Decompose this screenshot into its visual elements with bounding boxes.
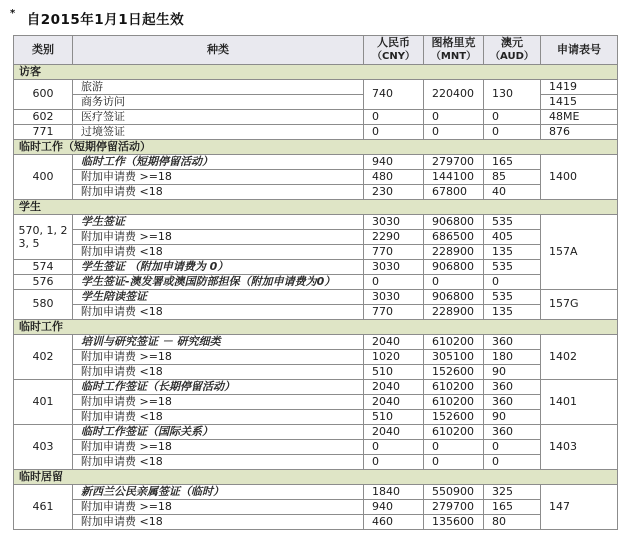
- cny-value-cell: 2040: [364, 425, 424, 440]
- mnt-value-cell: 0: [424, 440, 484, 455]
- table-row: [14, 440, 618, 455]
- table-row: [14, 125, 618, 140]
- table-row: [14, 425, 618, 440]
- visa-type-cell: 旅游: [73, 80, 364, 95]
- cny-value-cell: 0: [364, 110, 424, 125]
- section-header: 临时工作（短期停留活动）: [14, 140, 618, 155]
- mnt-value-cell: 0: [424, 125, 484, 140]
- cny-value-cell: 480: [364, 170, 424, 185]
- category-code-cell: 576: [14, 275, 73, 290]
- table-row: [14, 335, 618, 350]
- aud-value-cell: 360: [484, 425, 541, 440]
- cny-value-cell: 3030: [364, 290, 424, 305]
- table-row: [14, 80, 618, 95]
- section-row-students: [14, 200, 618, 215]
- mnt-value-cell: 610200: [424, 335, 484, 350]
- cny-value-cell: 3030: [364, 260, 424, 275]
- table-row: [14, 230, 618, 245]
- aud-value-cell: 85: [484, 170, 541, 185]
- visa-type-cell: 临时工作（短期停留活动）: [73, 155, 364, 170]
- cny-value-cell: 2040: [364, 335, 424, 350]
- cny-value-cell: 1020: [364, 350, 424, 365]
- mnt-value-cell: 550900: [424, 485, 484, 500]
- page-title: [0, 0, 640, 35]
- visa-type-cell: 培训与研究签证 － 研究细类: [73, 335, 364, 350]
- fee-type-cell: 附加申请费 <18: [73, 245, 364, 260]
- mnt-value-cell: 67800: [424, 185, 484, 200]
- category-code-cell: 403: [14, 425, 73, 470]
- fee-type-cell: 附加申请费 <18: [73, 455, 364, 470]
- table-row: [14, 215, 618, 230]
- aud-value-cell: 0: [484, 455, 541, 470]
- mnt-value-cell: 305100: [424, 350, 484, 365]
- aud-value-cell: 90: [484, 410, 541, 425]
- mnt-value-cell: 0: [424, 275, 484, 290]
- mnt-value-cell: 906800: [424, 215, 484, 230]
- mnt-value-cell: 610200: [424, 425, 484, 440]
- mnt-value-cell: 228900: [424, 305, 484, 320]
- category-code-cell: 580: [14, 290, 73, 320]
- category-code-cell: 574: [14, 260, 73, 275]
- cny-value-cell: 0: [364, 125, 424, 140]
- form-number-cell: 157G: [541, 290, 618, 320]
- category-code-cell: 600: [14, 80, 73, 110]
- mnt-value-cell: 610200: [424, 395, 484, 410]
- table-row: [14, 155, 618, 170]
- form-number-cell: 1419: [541, 80, 618, 95]
- visa-type-cell: 临时工作签证（长期停留活动）: [73, 380, 364, 395]
- aud-value-cell: 360: [484, 335, 541, 350]
- table-row: [14, 110, 618, 125]
- fee-type-cell: 附加申请费 <18: [73, 515, 364, 530]
- section-row-temp-work: [14, 320, 618, 335]
- aud-value-cell: 360: [484, 395, 541, 410]
- visa-type-cell: 学生签证-澳发署或澳国防部担保（附加申请费为0）: [73, 275, 364, 290]
- fee-type-cell: 附加申请费 <18: [73, 185, 364, 200]
- mnt-value-cell: 0: [424, 455, 484, 470]
- cny-value-cell: 2040: [364, 395, 424, 410]
- mnt-value-cell: 228900: [424, 245, 484, 260]
- category-code-cell: 461: [14, 485, 73, 530]
- table-row: [14, 485, 618, 500]
- table-row: [14, 515, 618, 530]
- form-number-cell: 1402: [541, 335, 618, 380]
- mnt-value-cell: 279700: [424, 500, 484, 515]
- cny-value-cell: 510: [364, 410, 424, 425]
- aud-value-cell: 80: [484, 515, 541, 530]
- aud-value-cell: 40: [484, 185, 541, 200]
- form-number-cell: 1400: [541, 155, 618, 200]
- category-code-cell: 402: [14, 335, 73, 380]
- aud-value-cell: 165: [484, 155, 541, 170]
- form-number-cell: 147: [541, 485, 618, 530]
- cny-value-cell: 770: [364, 305, 424, 320]
- cny-value-cell: 0: [364, 275, 424, 290]
- cny-value-cell: 3030: [364, 215, 424, 230]
- visa-fee-table: [13, 35, 618, 530]
- mnt-value-cell: 686500: [424, 230, 484, 245]
- table-row: [14, 245, 618, 260]
- visa-type-cell: 商务访问: [73, 95, 364, 110]
- col-header-cny: 人民币 （CNY）: [364, 36, 424, 65]
- aud-value-cell: 535: [484, 215, 541, 230]
- col-header-category: 类别: [14, 36, 73, 65]
- mnt-value-cell: 152600: [424, 365, 484, 380]
- mnt-value-cell: 610200: [424, 380, 484, 395]
- fee-type-cell: 附加申请费 >=18: [73, 440, 364, 455]
- cny-value-cell: 0: [364, 440, 424, 455]
- fee-type-cell: 附加申请费 >=18: [73, 395, 364, 410]
- section-row-temp-work-short: [14, 140, 618, 155]
- category-code-cell: 400: [14, 155, 73, 200]
- cny-value-cell: 510: [364, 365, 424, 380]
- table-row: [14, 350, 618, 365]
- cny-value-cell: 0: [364, 455, 424, 470]
- table-row: [14, 395, 618, 410]
- visa-type-cell: 医疗签证: [73, 110, 364, 125]
- cny-value-cell: 1840: [364, 485, 424, 500]
- visa-type-cell: 学生签证: [73, 215, 364, 230]
- fee-type-cell: 附加申请费 <18: [73, 365, 364, 380]
- category-code-cell: 570, 1, 2 3, 5: [14, 215, 73, 260]
- visa-type-cell: 学生陪读签证: [73, 290, 364, 305]
- form-number-cell: 1401: [541, 380, 618, 425]
- cny-value-cell: 940: [364, 155, 424, 170]
- fee-type-cell: 附加申请费 >=18: [73, 170, 364, 185]
- aud-value-cell: 0: [484, 110, 541, 125]
- table-header-row: [14, 36, 618, 65]
- cny-value-cell: 2040: [364, 380, 424, 395]
- aud-value-cell: 0: [484, 125, 541, 140]
- fee-type-cell: 附加申请费 <18: [73, 305, 364, 320]
- category-code-cell: 602: [14, 110, 73, 125]
- aud-value-cell: 535: [484, 290, 541, 305]
- form-number-cell: 1415: [541, 95, 618, 110]
- cny-value-cell: 2290: [364, 230, 424, 245]
- table-row: [14, 365, 618, 380]
- col-header-type: 种类: [73, 36, 364, 65]
- section-header: 学生: [14, 200, 618, 215]
- visa-type-cell: 过境签证: [73, 125, 364, 140]
- title-text: 自2015年1月1日起生效: [26, 12, 185, 28]
- aud-value-cell: 165: [484, 500, 541, 515]
- form-number-cell: 1403: [541, 425, 618, 470]
- table-row: [14, 260, 618, 275]
- mnt-value-cell: 906800: [424, 260, 484, 275]
- mnt-value-cell: 906800: [424, 290, 484, 305]
- table-row: [14, 290, 618, 305]
- aud-value-cell: 360: [484, 380, 541, 395]
- table-row: [14, 185, 618, 200]
- cny-value-cell: 230: [364, 185, 424, 200]
- section-row-temp-residence: [14, 470, 618, 485]
- aud-value-cell: 135: [484, 305, 541, 320]
- category-code-cell: 771: [14, 125, 73, 140]
- mnt-value-cell: 135600: [424, 515, 484, 530]
- aud-value-cell: 180: [484, 350, 541, 365]
- aud-value-cell: 0: [484, 440, 541, 455]
- fee-type-cell: 附加申请费 <18: [73, 410, 364, 425]
- aud-value-cell: 90: [484, 365, 541, 380]
- table-row: [14, 380, 618, 395]
- fee-type-cell: 附加申请费 >=18: [73, 230, 364, 245]
- mnt-value-cell: 144100: [424, 170, 484, 185]
- table-row: [14, 500, 618, 515]
- mnt-value-cell: 0: [424, 110, 484, 125]
- visa-type-cell: 学生签证 （附加申请费为 0）: [73, 260, 364, 275]
- cny-value-cell: 770: [364, 245, 424, 260]
- table-row: [14, 275, 618, 290]
- col-header-aud: 澳元 （AUD）: [484, 36, 541, 65]
- section-header: 临时工作: [14, 320, 618, 335]
- aud-value-cell: 405: [484, 230, 541, 245]
- cny-value-cell: 940: [364, 500, 424, 515]
- mnt-value-cell: 279700: [424, 155, 484, 170]
- title-asterisk: *: [10, 8, 16, 19]
- aud-value-cell: 0: [484, 275, 541, 290]
- category-code-cell: 401: [14, 380, 73, 425]
- section-header: 访客: [14, 65, 618, 80]
- fee-type-cell: 附加申请费 >=18: [73, 500, 364, 515]
- table-row: [14, 170, 618, 185]
- cny-value-cell: 460: [364, 515, 424, 530]
- table-row: [14, 455, 618, 470]
- visa-type-cell: 新西兰公民亲属签证（临时）: [73, 485, 364, 500]
- form-number-cell: 157A: [541, 215, 618, 290]
- col-header-form: 申请表号: [541, 36, 618, 65]
- visa-type-cell: 临时工作签证（国际关系）: [73, 425, 364, 440]
- section-row-visitors: [14, 65, 618, 80]
- mnt-value-cell: 220400: [424, 80, 484, 110]
- section-header: 临时居留: [14, 470, 618, 485]
- cny-value-cell: 740: [364, 80, 424, 110]
- mnt-value-cell: 152600: [424, 410, 484, 425]
- aud-value-cell: 130: [484, 80, 541, 110]
- aud-value-cell: 535: [484, 260, 541, 275]
- fee-type-cell: 附加申请费 >=18: [73, 350, 364, 365]
- col-header-mnt: 图格里克 （MNT）: [424, 36, 484, 65]
- aud-value-cell: 135: [484, 245, 541, 260]
- form-number-cell: 876: [541, 125, 618, 140]
- table-row: [14, 410, 618, 425]
- aud-value-cell: 325: [484, 485, 541, 500]
- table-row: [14, 305, 618, 320]
- form-number-cell: 48ME: [541, 110, 618, 125]
